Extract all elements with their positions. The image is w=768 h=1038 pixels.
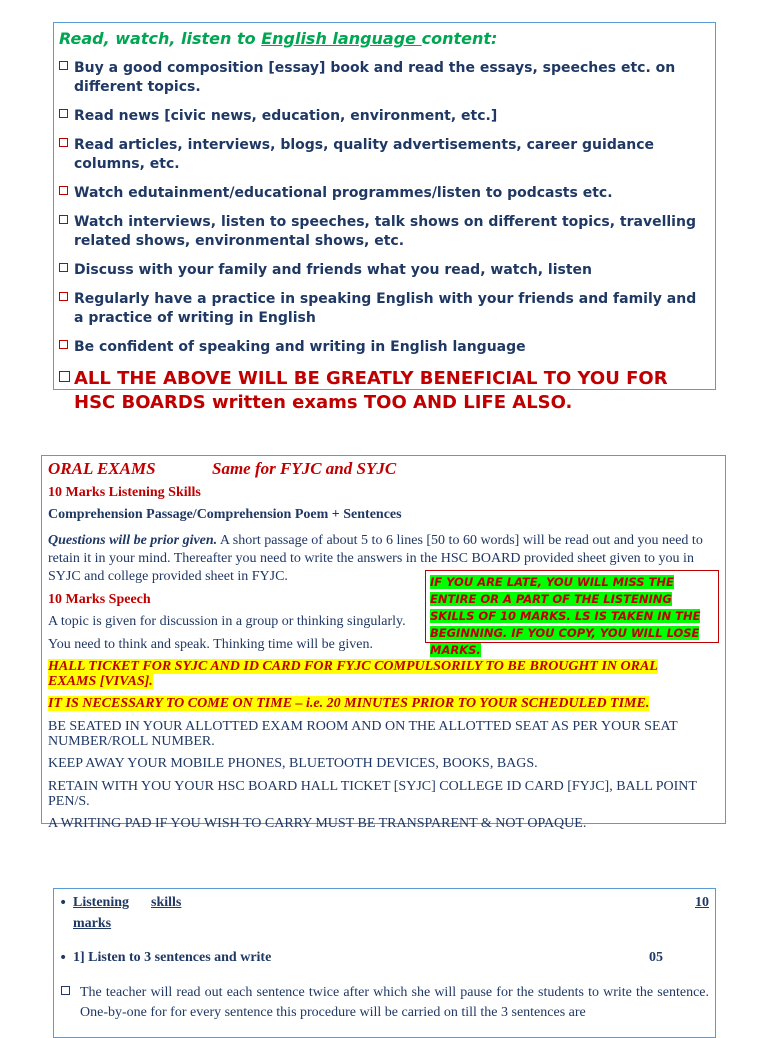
tips-list: [59, 59, 709, 425]
checkbox-bullet-icon: [61, 986, 70, 995]
seated-instruction: BE SEATED IN YOUR ALLOTTED EXAM ROOM AND ON THE ALLOTTED SEAT AS PER YOUR SEAT NUMBER/ROLL NUMBER.: [48, 719, 678, 749]
list-item-text: Regularly have a practice in speaking English with your friends and family and a practice of writing in English: [74, 291, 697, 326]
checkbox-bullet-icon: [59, 340, 68, 349]
list-item-text: Buy a good composition [essay] book and read the essays, speeches etc. on different topics.: [74, 60, 676, 95]
list-item-text: Watch edutainment/educational programmes/listen to podcasts etc.: [74, 185, 613, 201]
bullet-icon: •: [59, 950, 68, 966]
retain-instruction: RETAIN WITH YOU YOUR HSC BOARD HALL TICKET [SYJC] COLLEGE ID CARD [FYJC], BALL POINT PEN/S.: [48, 779, 697, 809]
skills-word: skills: [151, 895, 182, 910]
topic-line: A topic is given for discussion in a group or thinking singularly.: [48, 614, 406, 629]
on-time-text: IT IS NECESSARY TO COME ON TIME – i.e. 20 MINUTES PRIOR TO YOUR SCHEDULED TIME.: [48, 696, 650, 711]
checkbox-bullet-icon: [59, 292, 68, 301]
list-item: [59, 338, 709, 357]
list-item-text: Be confident of speaking and writing in English language: [74, 339, 526, 355]
speech-heading: 10 Marks Speech: [48, 592, 151, 607]
on-time-notice: [48, 696, 708, 711]
late-warning-text: IF YOU ARE LATE, YOU WILL MISS THE ENTIRE OR A PART OF THE LISTENING SKILLS OF 10 MARKS. LS IS TAKEN IN THE BEGINNING. IF YOU COPY, YOU WILL LOSE MARKS.: [430, 575, 701, 657]
listening-word: Listening: [73, 895, 130, 910]
item1-label: 1] Listen to 3 sentences and write: [73, 950, 272, 965]
list-item: [59, 290, 709, 328]
benefit-highlight: [59, 367, 709, 415]
reading-tips-heading: [59, 29, 497, 48]
hall-ticket-notice: [48, 659, 708, 689]
listening-skills-box: [53, 888, 716, 1038]
list-item-text: Read news [civic news, education, environment, etc.]: [74, 108, 498, 124]
list-item: [59, 261, 709, 280]
checkbox-bullet-icon: [59, 138, 68, 147]
listening-label: [73, 895, 181, 911]
list-item-text: Read articles, interviews, blogs, quality advertisements, career guidance columns, etc.: [74, 137, 655, 172]
list-item: [59, 136, 709, 174]
checkbox-bullet-icon: [59, 215, 68, 224]
questions-prior-given: Questions will be prior given.: [48, 533, 218, 548]
listening-skills-heading: 10 Marks Listening Skills: [48, 485, 201, 500]
list-item-text: Watch interviews, listen to speeches, talk shows on different topics, travelling related shows, environmental shows, etc.: [74, 214, 696, 249]
benefit-text: ALL THE ABOVE WILL BE GREATLY BENEFICIAL TO YOU FOR HSC BOARDS written exams TOO AND LIFE ALSO.: [74, 368, 668, 413]
item1-marks-value: 05: [649, 950, 663, 965]
reading-tips-box: [53, 22, 716, 413]
hall-ticket-text: HALL TICKET FOR SYJC AND ID CARD FOR FYJC COMPULSORILY TO BE BROUGHT IN ORAL EXAMS [VIVAS].: [48, 659, 658, 689]
oral-exams-title: ORAL EXAMS: [48, 459, 156, 478]
list-item: [59, 184, 709, 203]
checkbox-bullet-icon: [59, 61, 68, 70]
checkbox-bullet-icon: [59, 371, 70, 382]
checkbox-bullet-icon: [59, 263, 68, 272]
oral-exams-subtitle: Same for FYJC and SYJC: [212, 459, 397, 478]
listening-marks-value: 10: [695, 895, 709, 910]
list-item: [59, 59, 709, 97]
think-line: You need to think and speak. Thinking time will be given.: [48, 637, 373, 652]
heading-english-language: English language: [261, 29, 422, 48]
marks-word: marks: [73, 916, 112, 931]
heading-prefix: Read, watch, listen to: [59, 29, 262, 48]
listening-procedure-description: The teacher will read out each sentence twice after which she will pause for the students to write the sentence. One-by-one for for every sentence this procedure will be carried on till the 3 sentences are: [80, 985, 709, 1020]
writing-pad-instruction: A WRITING PAD IF YOU WISH TO CARRY MUST BE TRANSPARENT & NOT OPAQUE.: [48, 816, 587, 831]
heading-suffix: content:: [421, 29, 498, 48]
late-warning-notice: [425, 570, 719, 657]
list-item-text: Discuss with your family and friends what you read, watch, listen: [74, 262, 593, 278]
comprehension-heading: Comprehension Passage/Comprehension Poem + Sentences: [48, 507, 402, 522]
checkbox-bullet-icon: [59, 109, 68, 118]
checkbox-bullet-icon: [59, 186, 68, 195]
keep-away-instruction: KEEP AWAY YOUR MOBILE PHONES, BLUETOOTH DEVICES, BOOKS, BAGS.: [48, 756, 538, 771]
list-item: [59, 213, 709, 251]
passage-text: A short passage of about 5 to 6 lines [50 to 60 words] will be read out and you need to retain it in your mind. Thereafter you need to write the answers in the HSC BOARD provided sheet given to you in SYJC and college provided sheet in FYJC.: [48, 533, 703, 584]
list-item: [59, 107, 709, 126]
bullet-icon: •: [59, 895, 68, 911]
